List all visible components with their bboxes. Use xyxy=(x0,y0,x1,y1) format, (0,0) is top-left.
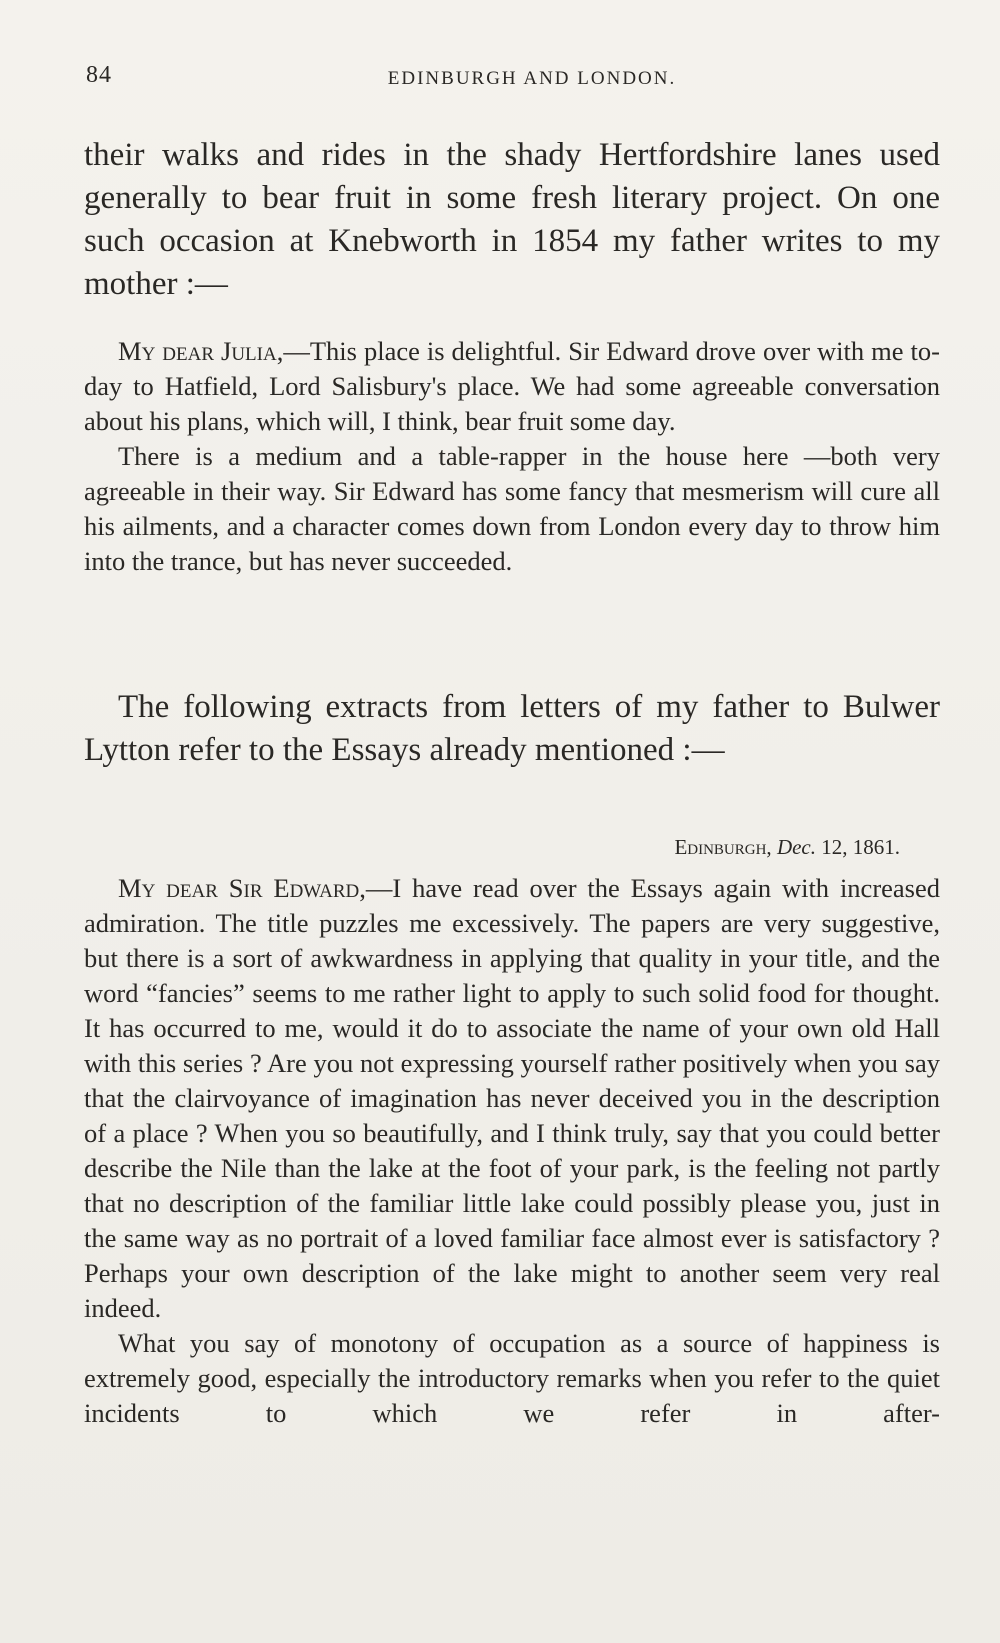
letter-to-sir-edward-salutation: My dear Sir Edward, xyxy=(118,873,366,903)
letter-to-julia-paragraph-1-text: —This place is delightful. Sir Edward drove over with me to-day to Hatfield, Lord Salisbury's place. We had some agreeable conversation about his plans, which will, I think, bear fruit some day. xyxy=(84,336,940,436)
letter-to-julia-paragraph-2: There is a medium and a table-rapper in the house here —both very agreeable in their way. Sir Edward has some fancy that mesmerism will cure all his ailments, and a character comes down from London every day to throw him into the trance, but has never succeeded. xyxy=(84,441,940,576)
page-header xyxy=(86,62,938,102)
extracts-intro-block xyxy=(84,686,940,772)
opening-paragraph-block xyxy=(84,134,940,306)
dateline-month: Dec. xyxy=(776,835,816,859)
letter-dateline xyxy=(84,830,940,865)
letter-to-sir-edward-paragraph-1-text: —I have read over the Essays again with increased admiration. The title puzzles me excessively. The papers are very suggestive, but there is a sort of awkwardness in applying that quality in your title, and the word “fancies” seems to me rather light to apply to such solid food for thought. It has occurred to me, would it do to associate the name of your own old Hall with this series ? Are you not expressing yourself rather positively when you say that the clairvoyance of imagination has never deceived you in the description of a place ? When you so beautifully, and I think truly, say that you could better describe the Nile than the lake at the foot of your park, is the feeling not partly that no description of the familiar little lake could possibly please you, just in the same way as no portrait of a loved familiar face almost ever is satisfactory ? Perhaps your own description of the lake might to another seem very real indeed. xyxy=(84,873,940,1323)
letter-to-sir-edward-paragraph-1 xyxy=(84,871,940,1326)
letter-to-julia-salutation: My dear Julia, xyxy=(118,336,284,366)
letter-to-julia xyxy=(84,334,940,579)
dateline-place: Edinburgh, xyxy=(674,835,772,859)
opening-paragraph: their walks and rides in the shady Hertfordshire lanes used generally to bear fruit in some fresh literary project. On one such occasion at Knebworth in 1854 my father writes to my mother :— xyxy=(84,137,940,302)
letter-to-sir-edward xyxy=(84,830,940,1431)
letter-to-julia-paragraph-1 xyxy=(84,334,940,439)
dateline-day-year: 12, 1861. xyxy=(821,835,900,859)
extracts-intro-paragraph: The following extracts from letters of my father to Bulwer Lytton refer to the Essays already mentioned :— xyxy=(84,689,940,768)
page-number: 84 xyxy=(86,62,112,88)
running-head: EDINBURGH AND LONDON. xyxy=(387,68,677,89)
letter-to-sir-edward-paragraph-2: What you say of monotony of occupation as a source of happiness is extremely good, especially the introductory remarks when you refer to the quiet incidents to which we refer in after- xyxy=(84,1328,940,1428)
